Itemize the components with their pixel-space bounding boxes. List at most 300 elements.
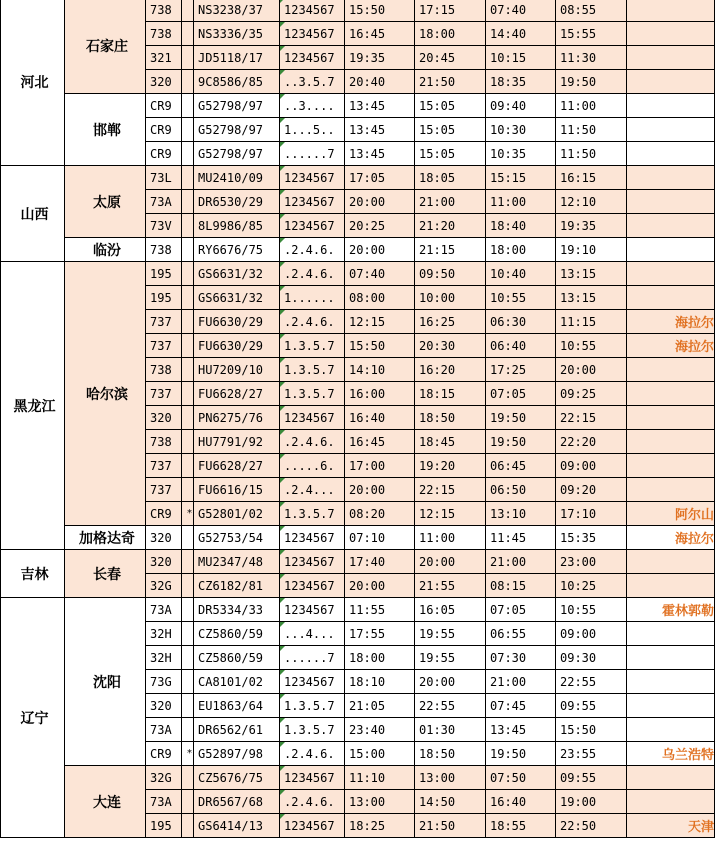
time-cell: 10:00 xyxy=(415,286,486,310)
aircraft-type-cell: 320 xyxy=(146,406,182,430)
time-cell: 08:00 xyxy=(345,286,415,310)
time-cell: 12:10 xyxy=(556,190,627,214)
time-cell: 07:40 xyxy=(486,0,556,22)
aircraft-type-cell: 737 xyxy=(146,454,182,478)
province-cell: 山西 xyxy=(1,166,65,262)
time-cell: 19:00 xyxy=(556,790,627,814)
marker-cell xyxy=(182,142,194,166)
time-cell: 01:30 xyxy=(415,718,486,742)
time-cell: 18:00 xyxy=(345,646,415,670)
via-note-cell xyxy=(627,478,715,502)
operating-days-cell: 1234567 xyxy=(280,190,345,214)
flight-number-cell: NS3336/35 xyxy=(194,22,280,46)
marker-cell xyxy=(182,718,194,742)
flight-number-cell: CZ5860/59 xyxy=(194,622,280,646)
operating-days-cell: ......7 xyxy=(280,142,345,166)
time-cell: 06:50 xyxy=(486,478,556,502)
operating-days-cell: .2.4.6. xyxy=(280,262,345,286)
table-row xyxy=(1,166,715,190)
table-row xyxy=(1,766,715,790)
aircraft-type-cell: CR9 xyxy=(146,118,182,142)
aircraft-type-cell: CR9 xyxy=(146,94,182,118)
marker-cell: * xyxy=(182,502,194,526)
marker-cell xyxy=(182,598,194,622)
flight-number-cell: MU2347/48 xyxy=(194,550,280,574)
time-cell: 18:10 xyxy=(345,670,415,694)
time-cell: 18:55 xyxy=(486,814,556,838)
time-cell: 09:00 xyxy=(556,622,627,646)
via-note-cell xyxy=(627,718,715,742)
flight-number-cell: JD5118/17 xyxy=(194,46,280,70)
via-note-cell xyxy=(627,46,715,70)
via-note-cell xyxy=(627,166,715,190)
aircraft-type-cell: 73A xyxy=(146,790,182,814)
time-cell: 17:25 xyxy=(486,358,556,382)
time-cell: 18:50 xyxy=(415,742,486,766)
aircraft-type-cell: 32G xyxy=(146,574,182,598)
time-cell: 15:35 xyxy=(556,526,627,550)
flight-number-cell: MU2410/09 xyxy=(194,166,280,190)
flight-number-cell: G52753/54 xyxy=(194,526,280,550)
via-note-cell: 霍林郭勒 xyxy=(627,598,715,622)
marker-cell xyxy=(182,22,194,46)
table-row xyxy=(1,238,715,262)
marker-cell xyxy=(182,550,194,574)
marker-cell xyxy=(182,0,194,22)
aircraft-type-cell: 73G xyxy=(146,670,182,694)
via-note-cell xyxy=(627,0,715,22)
city-cell: 加格达奇 xyxy=(65,526,146,550)
time-cell: 23:55 xyxy=(556,742,627,766)
operating-days-cell: .2.4.6. xyxy=(280,310,345,334)
time-cell: 08:15 xyxy=(486,574,556,598)
time-cell: 17:15 xyxy=(415,0,486,22)
time-cell: 06:30 xyxy=(486,310,556,334)
time-cell: 14:50 xyxy=(415,790,486,814)
time-cell: 13:00 xyxy=(415,766,486,790)
time-cell: 07:30 xyxy=(486,646,556,670)
time-cell: 21:15 xyxy=(415,238,486,262)
time-cell: 18:15 xyxy=(415,382,486,406)
flight-number-cell: G52798/97 xyxy=(194,94,280,118)
marker-cell xyxy=(182,190,194,214)
time-cell: 15:00 xyxy=(345,742,415,766)
aircraft-type-cell: 195 xyxy=(146,262,182,286)
operating-days-cell: 1234567 xyxy=(280,574,345,598)
aircraft-type-cell: 73A xyxy=(146,598,182,622)
time-cell: 20:40 xyxy=(345,70,415,94)
via-note-cell xyxy=(627,694,715,718)
time-cell: 21:05 xyxy=(345,694,415,718)
time-cell: 14:10 xyxy=(345,358,415,382)
operating-days-cell: .2.4... xyxy=(280,478,345,502)
city-cell: 大连 xyxy=(65,766,146,838)
aircraft-type-cell: 320 xyxy=(146,70,182,94)
time-cell: 15:05 xyxy=(415,94,486,118)
operating-days-cell: 1...... xyxy=(280,286,345,310)
time-cell: 15:15 xyxy=(486,166,556,190)
flight-number-cell: EU1863/64 xyxy=(194,694,280,718)
time-cell: 13:45 xyxy=(345,94,415,118)
time-cell: 22:55 xyxy=(556,670,627,694)
flight-number-cell: GS6631/32 xyxy=(194,286,280,310)
flight-number-cell: 9C8586/85 xyxy=(194,70,280,94)
aircraft-type-cell: 320 xyxy=(146,526,182,550)
time-cell: 13:45 xyxy=(345,142,415,166)
via-note-cell: 乌兰浩特 xyxy=(627,742,715,766)
operating-days-cell: 1.3.5.7 xyxy=(280,694,345,718)
time-cell: 19:20 xyxy=(415,454,486,478)
marker-cell xyxy=(182,382,194,406)
time-cell: 18:00 xyxy=(415,22,486,46)
flight-number-cell: NS3238/37 xyxy=(194,0,280,22)
province-cell: 吉林 xyxy=(1,550,65,598)
time-cell: 13:15 xyxy=(556,262,627,286)
aircraft-type-cell: 737 xyxy=(146,478,182,502)
via-note-cell xyxy=(627,238,715,262)
flight-number-cell: CZ6182/81 xyxy=(194,574,280,598)
via-note-cell xyxy=(627,118,715,142)
operating-days-cell: 1.3.5.7 xyxy=(280,502,345,526)
marker-cell xyxy=(182,166,194,190)
time-cell: 19:35 xyxy=(556,214,627,238)
time-cell: 18:40 xyxy=(486,214,556,238)
via-note-cell xyxy=(627,94,715,118)
aircraft-type-cell: 320 xyxy=(146,550,182,574)
aircraft-type-cell: 195 xyxy=(146,286,182,310)
time-cell: 16:00 xyxy=(345,382,415,406)
operating-days-cell: 1.3.5.7 xyxy=(280,358,345,382)
time-cell: 22:50 xyxy=(556,814,627,838)
via-note-cell: 海拉尔 xyxy=(627,526,715,550)
time-cell: 19:10 xyxy=(556,238,627,262)
time-cell: 06:45 xyxy=(486,454,556,478)
marker-cell xyxy=(182,358,194,382)
aircraft-type-cell: 738 xyxy=(146,430,182,454)
operating-days-cell: 1.3.5.7 xyxy=(280,718,345,742)
via-note-cell xyxy=(627,190,715,214)
time-cell: 20:00 xyxy=(415,670,486,694)
marker-cell xyxy=(182,646,194,670)
time-cell: 07:05 xyxy=(486,598,556,622)
flight-number-cell: FU6628/27 xyxy=(194,454,280,478)
marker-cell xyxy=(182,790,194,814)
aircraft-type-cell: CR9 xyxy=(146,142,182,166)
time-cell: 20:45 xyxy=(415,46,486,70)
flight-number-cell: G52897/98 xyxy=(194,742,280,766)
city-cell: 太原 xyxy=(65,166,146,238)
time-cell: 17:10 xyxy=(556,502,627,526)
flight-number-cell: HU7791/92 xyxy=(194,430,280,454)
flight-number-cell: DR6567/68 xyxy=(194,790,280,814)
aircraft-type-cell: 737 xyxy=(146,334,182,358)
time-cell: 09:40 xyxy=(486,94,556,118)
aircraft-type-cell: CR9 xyxy=(146,502,182,526)
time-cell: 19:50 xyxy=(486,742,556,766)
time-cell: 09:55 xyxy=(556,694,627,718)
marker-cell xyxy=(182,46,194,70)
time-cell: 16:40 xyxy=(345,406,415,430)
time-cell: 10:30 xyxy=(486,118,556,142)
time-cell: 11:50 xyxy=(556,118,627,142)
time-cell: 12:15 xyxy=(415,502,486,526)
marker-cell xyxy=(182,214,194,238)
aircraft-type-cell: 738 xyxy=(146,0,182,22)
time-cell: 08:55 xyxy=(556,0,627,22)
time-cell: 20:00 xyxy=(415,550,486,574)
aircraft-type-cell: 737 xyxy=(146,310,182,334)
flight-number-cell: FU6628/27 xyxy=(194,382,280,406)
time-cell: 21:50 xyxy=(415,814,486,838)
time-cell: 19:50 xyxy=(486,430,556,454)
province-cell: 辽宁 xyxy=(1,598,65,838)
time-cell: 21:20 xyxy=(415,214,486,238)
city-cell: 邯郸 xyxy=(65,94,146,166)
time-cell: 15:50 xyxy=(556,718,627,742)
time-cell: 08:20 xyxy=(345,502,415,526)
flight-number-cell: 8L9986/85 xyxy=(194,214,280,238)
marker-cell xyxy=(182,454,194,478)
time-cell: 09:55 xyxy=(556,766,627,790)
operating-days-cell: 1234567 xyxy=(280,526,345,550)
via-note-cell xyxy=(627,214,715,238)
time-cell: 13:10 xyxy=(486,502,556,526)
marker-cell: * xyxy=(182,742,194,766)
marker-cell xyxy=(182,766,194,790)
city-cell: 哈尔滨 xyxy=(65,262,146,526)
via-note-cell xyxy=(627,22,715,46)
table-row xyxy=(1,526,715,550)
marker-cell xyxy=(182,238,194,262)
via-note-cell: 海拉尔 xyxy=(627,310,715,334)
aircraft-type-cell: 32H xyxy=(146,622,182,646)
via-note-cell: 海拉尔 xyxy=(627,334,715,358)
time-cell: 15:50 xyxy=(345,334,415,358)
flight-number-cell: G52801/02 xyxy=(194,502,280,526)
time-cell: 06:55 xyxy=(486,622,556,646)
table-row xyxy=(1,262,715,286)
operating-days-cell: .....6. xyxy=(280,454,345,478)
marker-cell xyxy=(182,814,194,838)
time-cell: 20:00 xyxy=(556,358,627,382)
operating-days-cell: .2.4.6. xyxy=(280,430,345,454)
time-cell: 17:55 xyxy=(345,622,415,646)
time-cell: 20:30 xyxy=(415,334,486,358)
marker-cell xyxy=(182,670,194,694)
via-note-cell xyxy=(627,382,715,406)
time-cell: 19:55 xyxy=(415,646,486,670)
city-cell: 沈阳 xyxy=(65,598,146,766)
operating-days-cell: ...4... xyxy=(280,622,345,646)
via-note-cell xyxy=(627,430,715,454)
time-cell: 21:55 xyxy=(415,574,486,598)
time-cell: 13:00 xyxy=(345,790,415,814)
aircraft-type-cell: 73L xyxy=(146,166,182,190)
table-row xyxy=(1,0,715,22)
time-cell: 07:10 xyxy=(345,526,415,550)
marker-cell xyxy=(182,430,194,454)
flight-number-cell: HU7209/10 xyxy=(194,358,280,382)
aircraft-type-cell: 321 xyxy=(146,46,182,70)
time-cell: 12:15 xyxy=(345,310,415,334)
via-note-cell xyxy=(627,358,715,382)
time-cell: 10:55 xyxy=(486,286,556,310)
time-cell: 15:05 xyxy=(415,118,486,142)
time-cell: 22:55 xyxy=(415,694,486,718)
flight-number-cell: RY6676/75 xyxy=(194,238,280,262)
aircraft-type-cell: CR9 xyxy=(146,742,182,766)
table-row xyxy=(1,94,715,118)
flight-number-cell: DR5334/33 xyxy=(194,598,280,622)
aircraft-type-cell: 32G xyxy=(146,766,182,790)
time-cell: 11:00 xyxy=(415,526,486,550)
operating-days-cell: 1234567 xyxy=(280,814,345,838)
operating-days-cell: 1234567 xyxy=(280,46,345,70)
time-cell: 09:25 xyxy=(556,382,627,406)
via-note-cell xyxy=(627,622,715,646)
aircraft-type-cell: 32H xyxy=(146,646,182,670)
operating-days-cell: 1234567 xyxy=(280,406,345,430)
time-cell: 23:40 xyxy=(345,718,415,742)
time-cell: 15:50 xyxy=(345,0,415,22)
time-cell: 20:00 xyxy=(345,190,415,214)
time-cell: 21:50 xyxy=(415,70,486,94)
flight-number-cell: G52798/97 xyxy=(194,118,280,142)
aircraft-type-cell: 73A xyxy=(146,190,182,214)
time-cell: 17:05 xyxy=(345,166,415,190)
aircraft-type-cell: 737 xyxy=(146,382,182,406)
time-cell: 19:50 xyxy=(556,70,627,94)
marker-cell xyxy=(182,622,194,646)
province-cell: 黑龙江 xyxy=(1,262,65,550)
time-cell: 06:40 xyxy=(486,334,556,358)
time-cell: 22:15 xyxy=(556,406,627,430)
time-cell: 11:00 xyxy=(486,190,556,214)
time-cell: 16:25 xyxy=(415,310,486,334)
flight-number-cell: FU6616/15 xyxy=(194,478,280,502)
time-cell: 22:15 xyxy=(415,478,486,502)
time-cell: 19:55 xyxy=(415,622,486,646)
time-cell: 14:40 xyxy=(486,22,556,46)
flight-number-cell: GS6631/32 xyxy=(194,262,280,286)
aircraft-type-cell: 195 xyxy=(146,814,182,838)
flight-number-cell: CZ5860/59 xyxy=(194,646,280,670)
via-note-cell xyxy=(627,70,715,94)
operating-days-cell: 1234567 xyxy=(280,0,345,22)
time-cell: 18:35 xyxy=(486,70,556,94)
time-cell: 07:50 xyxy=(486,766,556,790)
via-note-cell xyxy=(627,286,715,310)
operating-days-cell: 1234567 xyxy=(280,766,345,790)
time-cell: 18:05 xyxy=(415,166,486,190)
time-cell: 10:35 xyxy=(486,142,556,166)
operating-days-cell: .2.4.6. xyxy=(280,742,345,766)
time-cell: 20:25 xyxy=(345,214,415,238)
time-cell: 17:00 xyxy=(345,454,415,478)
via-note-cell xyxy=(627,142,715,166)
marker-cell xyxy=(182,94,194,118)
time-cell: 07:40 xyxy=(345,262,415,286)
time-cell: 09:20 xyxy=(556,478,627,502)
via-note-cell xyxy=(627,766,715,790)
aircraft-type-cell: 73A xyxy=(146,718,182,742)
time-cell: 10:55 xyxy=(556,334,627,358)
operating-days-cell: ......7 xyxy=(280,646,345,670)
time-cell: 11:45 xyxy=(486,526,556,550)
time-cell: 11:00 xyxy=(556,94,627,118)
time-cell: 20:00 xyxy=(345,238,415,262)
operating-days-cell: 1.3.5.7 xyxy=(280,334,345,358)
via-note-cell xyxy=(627,262,715,286)
operating-days-cell: 1234567 xyxy=(280,598,345,622)
flight-number-cell: CA8101/02 xyxy=(194,670,280,694)
time-cell: 09:00 xyxy=(556,454,627,478)
via-note-cell xyxy=(627,574,715,598)
time-cell: 16:40 xyxy=(486,790,556,814)
time-cell: 18:50 xyxy=(415,406,486,430)
time-cell: 16:15 xyxy=(556,166,627,190)
time-cell: 13:15 xyxy=(556,286,627,310)
table-row xyxy=(1,550,715,574)
flight-number-cell: GS6414/13 xyxy=(194,814,280,838)
flight-number-cell: FU6630/29 xyxy=(194,310,280,334)
time-cell: 16:20 xyxy=(415,358,486,382)
time-cell: 23:00 xyxy=(556,550,627,574)
time-cell: 20:00 xyxy=(345,478,415,502)
marker-cell xyxy=(182,286,194,310)
aircraft-type-cell: 73V xyxy=(146,214,182,238)
operating-days-cell: 1234567 xyxy=(280,214,345,238)
time-cell: 16:05 xyxy=(415,598,486,622)
time-cell: 18:25 xyxy=(345,814,415,838)
city-cell: 临汾 xyxy=(65,238,146,262)
time-cell: 10:25 xyxy=(556,574,627,598)
time-cell: 21:00 xyxy=(415,190,486,214)
operating-days-cell: .2.4.6. xyxy=(280,238,345,262)
via-note-cell xyxy=(627,454,715,478)
time-cell: 11:30 xyxy=(556,46,627,70)
flight-number-cell: DR6562/61 xyxy=(194,718,280,742)
marker-cell xyxy=(182,526,194,550)
marker-cell xyxy=(182,310,194,334)
time-cell: 11:50 xyxy=(556,142,627,166)
flight-number-cell: G52798/97 xyxy=(194,142,280,166)
marker-cell xyxy=(182,118,194,142)
via-note-cell: 阿尔山 xyxy=(627,502,715,526)
marker-cell xyxy=(182,70,194,94)
operating-days-cell: 1234567 xyxy=(280,22,345,46)
marker-cell xyxy=(182,334,194,358)
operating-days-cell: .2.4.6. xyxy=(280,790,345,814)
time-cell: 16:45 xyxy=(345,430,415,454)
city-cell: 长春 xyxy=(65,550,146,598)
time-cell: 15:05 xyxy=(415,142,486,166)
operating-days-cell: 1234567 xyxy=(280,166,345,190)
time-cell: 21:00 xyxy=(486,670,556,694)
time-cell: 11:15 xyxy=(556,310,627,334)
city-cell: 石家庄 xyxy=(65,0,146,94)
flight-number-cell: FU6630/29 xyxy=(194,334,280,358)
time-cell: 22:20 xyxy=(556,430,627,454)
flight-number-cell: DR6530/29 xyxy=(194,190,280,214)
operating-days-cell: 1...5.. xyxy=(280,118,345,142)
marker-cell xyxy=(182,406,194,430)
aircraft-type-cell: 320 xyxy=(146,694,182,718)
time-cell: 09:50 xyxy=(415,262,486,286)
marker-cell xyxy=(182,478,194,502)
time-cell: 10:55 xyxy=(556,598,627,622)
flight-number-cell: CZ5676/75 xyxy=(194,766,280,790)
